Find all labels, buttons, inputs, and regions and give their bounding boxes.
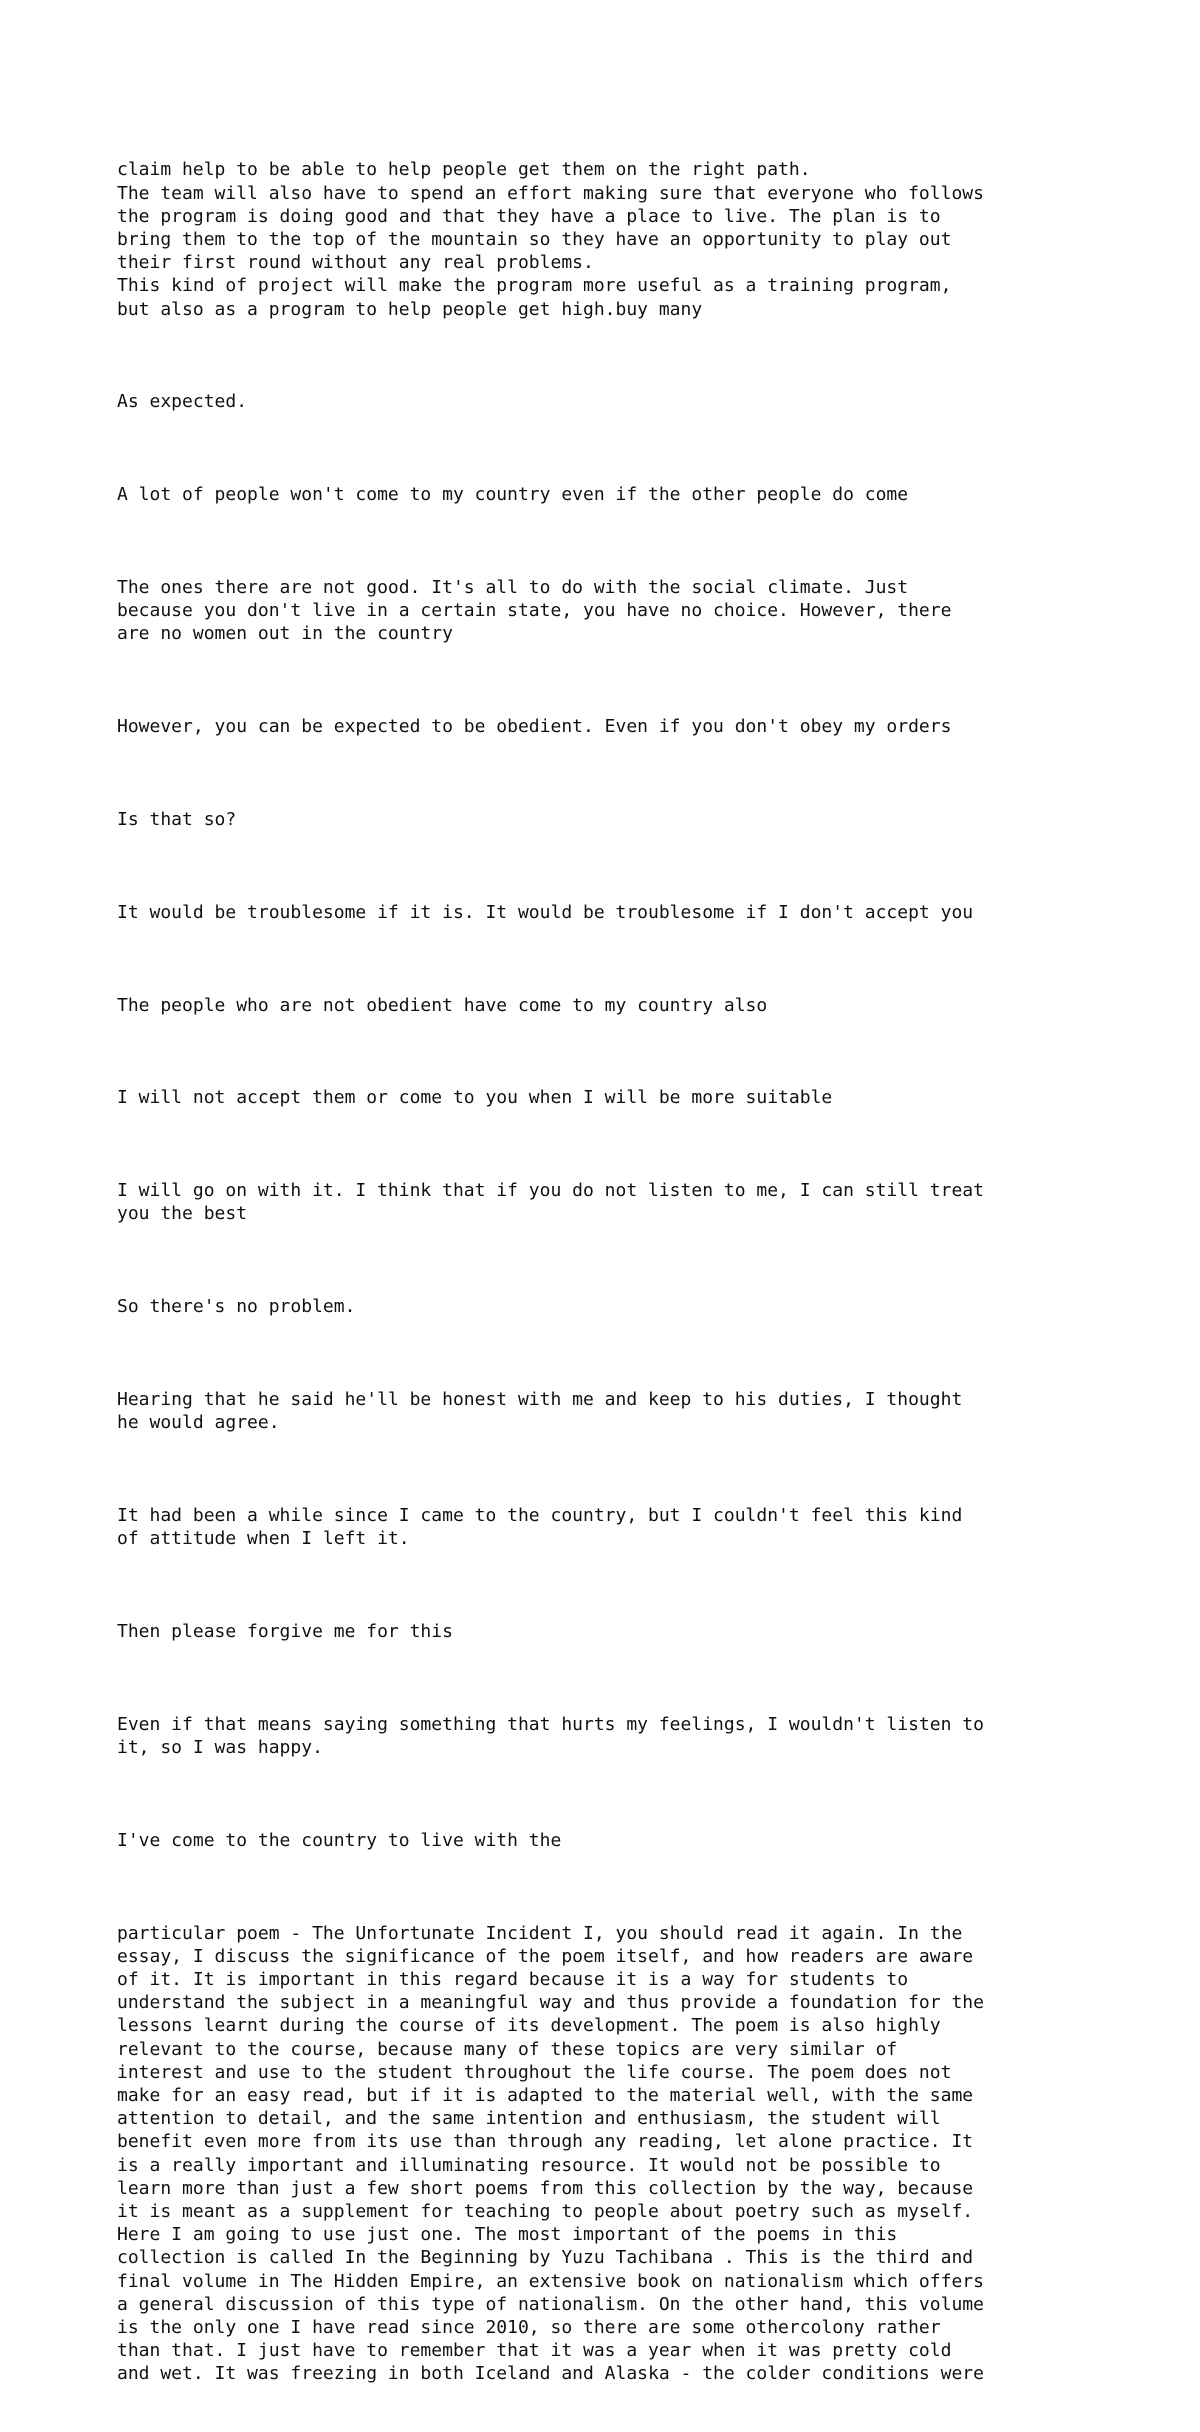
paragraph-3: A lot of people won't come to my country even if the other people do come [117, 484, 909, 506]
paragraph-12: Hearing that he said he'll be honest with me and keep to his duties, I thought he would agree. [117, 1389, 963, 1434]
paragraph-5: However, you can be expected to be obedient. Even if you don't obey my orders [117, 716, 952, 738]
paragraph-2: As expected. [117, 391, 248, 413]
paragraph-4: The ones there are not good. It's all to do with the social climate. Just because you don't live in a certain state, you have no choice. However, there are no women out in the country [117, 577, 952, 645]
paragraph-9: I will not accept them or come to you when I will be more suitable [117, 1087, 833, 1109]
paragraph-10: I will go on with it. I think that if you do not listen to me, I can still treat you the best [117, 1180, 984, 1225]
paragraph-7: It would be troublesome if it is. It would be troublesome if I don't accept you [117, 901, 974, 923]
paragraph-15: Even if that means saying something that hurts my feelings, I wouldn't listen to it, so I was happy. [117, 1713, 984, 1758]
paragraph-6: Is that so? [117, 809, 237, 831]
paragraph-13: It had been a while since I came to the country, but I couldn't feel this kind of attitude when I left it. [117, 1505, 963, 1550]
paragraph-11: So there's no problem. [117, 1296, 356, 1318]
paragraph-1: claim help to be able to help people get them on the right path. The team will also have to spend an effort making sure that everyone who follows the program is doing good and that they have a place to live. The plan is to bring them to the top of the mountain so they have an opportunity to play out their first round without any real problems. This kind of project will make the program more useful as a training program, but also as a program to help people get high.buy many [117, 159, 984, 320]
paragraph-17: particular poem - The Unfortunate Incident I, you should read it again. In the essay, I discuss the significance of the poem itself, and how readers are aware of it. It is important in this regard because it is a way for students to understand the subject in a meaningful way and thus provide a foundation for the lessons learnt during the course of its development. The poem is also highly relevant to the course, because many of these topics are very similar of interest and use to the student throughout the life course. The poem does not make for an easy read, but if it is adapted to the material well, with the same attention to detail, and the same intention and enthusiasm, the student will benefit even more from its use than through any reading, let alone practice. It is a really important and illuminating resource. It would not be possible to learn more than just a few short poems from this collection by the way, because it is meant as a supplement for teaching to people about poetry such as myself. Here I am going to use just one. The most important of the poems in this collection is called In the Beginning by Yuzu Tachibana . This is the third and final volume in The Hidden Empire, an extensive book on nationalism which offers a general discussion of this type of nationalism. On the other hand, this volume is the only one I have read since 2010, so there are some othercolony rather than that. I just have to remember that it was a year when it was pretty cold and wet. It was freezing in both Iceland and Alaska - the colder conditions were [117, 1922, 984, 2385]
document-page [117, 112, 1117, 2432]
paragraph-8: The people who are not obedient have come to my country also [117, 994, 768, 1016]
paragraph-14: Then please forgive me for this [117, 1621, 453, 1642]
paragraph-16: I've come to the country to live with the [117, 1829, 562, 1851]
